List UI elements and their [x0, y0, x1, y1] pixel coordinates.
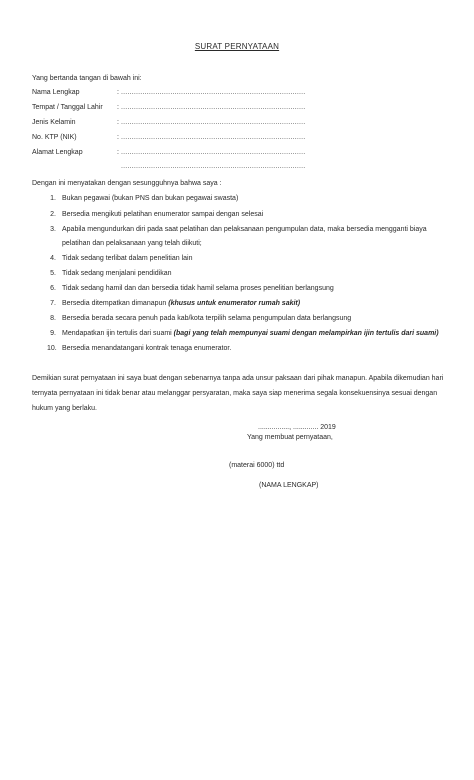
- item-number: 3.: [50, 226, 56, 233]
- item-text: Bersedia mengikuti pelatihan enumerator sampai dengan selesai: [62, 211, 264, 218]
- item-number: 5.: [50, 270, 56, 277]
- closing-line-2: ternyata pernyataan ini tidak benar atau melanggar persyaratan, maka saya siap menerima segala konsekuensinya sesuai dengan: [32, 390, 438, 397]
- item-text: Tidak sedang hamil dan dan bersedia tidak hamil selama proses penelitian berlangsung: [62, 285, 334, 292]
- field-label-address: Alamat Lengkap: [32, 149, 83, 156]
- document-title: SURAT PERNYATAAN: [194, 42, 280, 51]
- item-text: [62, 299, 300, 308]
- item-text-plain: Mendapatkan ijin tertulis dari suami: [62, 330, 174, 337]
- closing-line-1: Demikian surat pernyataan ini saya buat dengan sebenarnya tanpa ada unsur paksaan dari pihak manapun. Apabila dikemudian hari: [32, 375, 444, 382]
- item-number: 6.: [50, 285, 56, 292]
- field-label-gender: Jenis Kelamin: [32, 119, 76, 126]
- item-text: [62, 329, 439, 338]
- field-blank-name: ......................................................................................: [121, 89, 306, 96]
- item-number: 2.: [50, 211, 56, 218]
- field-label-name: Nama Lengkap: [32, 89, 80, 96]
- item-number: 7.: [50, 300, 56, 307]
- item-number: 8.: [50, 315, 56, 322]
- field-label-birth: Tempat / Tanggal Lahir: [32, 104, 103, 111]
- item-text: Tidak sedang terlibat dalam penelitian lain: [62, 255, 193, 262]
- item-text: Bukan pegawai (bukan PNS dan bukan pegawai swasta): [62, 195, 239, 202]
- field-label-ktp: No. KTP (NIK): [32, 134, 77, 141]
- intro-text: Yang bertanda tangan di bawah ini:: [32, 75, 142, 82]
- item-text-emphasis: (khusus untuk enumerator rumah sakit): [168, 300, 301, 307]
- field-colon: :: [117, 119, 119, 126]
- signer-caption: Yang membuat pernyataan,: [247, 434, 333, 441]
- closing-line-3: hukum yang berlaku.: [32, 405, 97, 412]
- signer-name: (NAMA LENGKAP): [259, 482, 319, 489]
- item-text-plain: Bersedia ditempatkan dimanapun: [62, 300, 169, 307]
- item-number: 4.: [50, 255, 56, 262]
- item-number: 1.: [50, 195, 56, 202]
- item-text: Bersedia berada secara penuh pada kab/kota terpilih selama pengumpulan data berlangsung: [62, 315, 352, 322]
- field-blank-address-line2: ......................................................................................: [121, 163, 306, 170]
- item-text: Apabila mengundurkan diri pada saat pelatihan dan pelaksanaan pengumpulan data, maka bersedia mengganti biaya: [62, 226, 427, 233]
- field-colon: :: [117, 104, 119, 111]
- field-colon: :: [117, 149, 119, 156]
- item-text-continued: pelatihan dan pelaksanaan yang telah diikuti;: [62, 240, 202, 247]
- item-text: Tidak sedang menjalani pendidikan: [62, 270, 172, 277]
- stamp-note: (materai 6000) ttd: [229, 462, 285, 469]
- place-date: ................, ............. 2019: [258, 424, 336, 431]
- item-text-emphasis: (bagi yang telah mempunyai suami dengan melampirkan ijin tertulis dari suami): [173, 330, 439, 337]
- item-number: 9.: [50, 330, 56, 337]
- field-blank-birth: ......................................................................................: [121, 104, 306, 111]
- field-blank-address: ......................................................................................: [121, 149, 306, 156]
- field-colon: :: [117, 134, 119, 141]
- field-blank-ktp: ......................................................................................: [121, 134, 306, 141]
- field-blank-gender: ......................................................................................: [121, 119, 306, 126]
- item-number: 10.: [47, 345, 57, 352]
- field-colon: :: [117, 89, 119, 96]
- item-text: Bersedia menandatangani kontrak tenaga enumerator.: [62, 345, 232, 352]
- statement-intro: Dengan ini menyatakan dengan sesungguhnya bahwa saya :: [32, 180, 222, 187]
